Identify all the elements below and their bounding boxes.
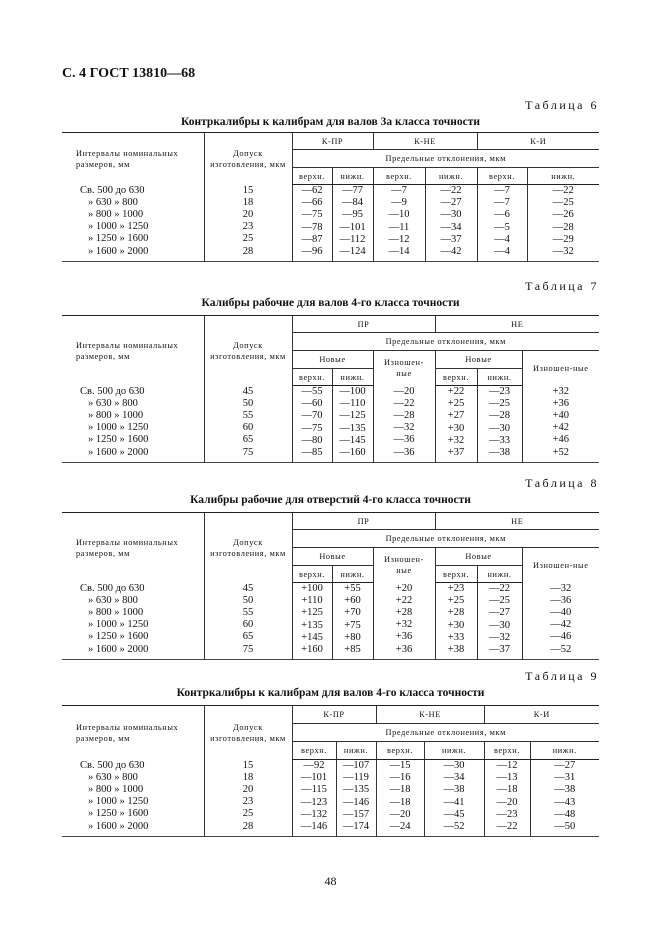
data-column: [424, 760, 484, 837]
table-label: Таблица 7: [525, 279, 599, 293]
col-verh: верхн.: [292, 369, 332, 386]
cell: —107: [342, 760, 370, 771]
interval-cell: » 1250 » 1600: [88, 434, 149, 446]
cell: —7: [494, 185, 510, 196]
tolerance-header: Допуск изготовления, мкм: [204, 316, 292, 386]
data-column: [336, 760, 376, 837]
cell: —14: [388, 246, 410, 258]
cell: 75: [242, 446, 254, 458]
data-column: [204, 583, 292, 660]
interval-cell: » 630 » 800: [88, 594, 138, 606]
interval-cell: » 800 » 1000: [88, 409, 144, 421]
cell: —46: [550, 631, 572, 643]
cell: —5: [494, 221, 510, 233]
cell: —22: [489, 583, 511, 594]
cell: —146: [342, 796, 370, 808]
cell: +110: [301, 595, 323, 607]
tolerance-header: Допуск изготовления, мкм: [204, 513, 292, 583]
cell: —96: [301, 246, 323, 258]
deviations-header: Предельные отклонения, мкм: [292, 150, 599, 168]
cell: —25: [489, 595, 511, 607]
cell: 65: [242, 631, 254, 643]
table-label: Таблица 9: [525, 669, 599, 683]
cell: 50: [242, 397, 254, 409]
new-header: Новые: [292, 548, 373, 566]
data-column: [527, 185, 599, 262]
cell: —100: [339, 386, 366, 397]
interval-cell: » 630 » 800: [88, 397, 138, 409]
cell: —60: [301, 398, 323, 410]
interval-header: Интервалы номинальных размеров, мм: [62, 513, 204, 583]
cell: +40: [552, 409, 569, 421]
cell: —92: [303, 760, 325, 771]
table-title: Контркалибры к калибрам для валов 4-го класса точности: [176, 687, 485, 699]
table-8-section: [62, 476, 599, 660]
cell: —52: [550, 643, 572, 655]
cell: —28: [489, 410, 511, 422]
cell: 25: [242, 233, 254, 245]
cell: 75: [242, 643, 254, 655]
cell: 55: [242, 606, 254, 618]
cell: +33: [447, 631, 465, 643]
cell: —132: [300, 808, 328, 820]
cell: —115: [301, 784, 327, 796]
table-data-block: [62, 583, 599, 660]
cell: +27: [447, 410, 465, 422]
data-column: [425, 185, 477, 262]
col-nizh: нижн.: [477, 369, 522, 386]
cell: +100: [301, 583, 323, 594]
cell: —101: [339, 221, 366, 233]
cell: 25: [242, 808, 254, 820]
cell: —75: [301, 209, 323, 221]
col-verh: верхн.: [292, 742, 336, 760]
group-header-k-ne: К-НЕ: [373, 133, 477, 150]
cell: —12: [388, 233, 410, 245]
worn-header: Изношен-ные: [522, 351, 599, 386]
cell: —87: [301, 233, 323, 245]
cell: —23: [489, 386, 511, 397]
cell: —174: [342, 821, 370, 833]
interval-cell: » 1600 » 2000: [88, 643, 149, 655]
cell: —101: [300, 772, 328, 784]
cell: —7: [494, 197, 510, 209]
cell: —28: [552, 221, 574, 233]
data-column: [292, 185, 332, 262]
group-header-pr: ПР: [292, 316, 435, 333]
interval-cell: » 630 » 800: [88, 771, 138, 783]
table-6: [62, 132, 599, 262]
table-9-section: [62, 669, 599, 837]
cell: —32: [393, 422, 415, 434]
cell: —30: [443, 760, 465, 771]
interval-cell: » 1250 » 1600: [88, 233, 149, 245]
cell: —11: [388, 221, 410, 233]
col-nizh: нижн.: [527, 168, 599, 185]
cell: +30: [447, 619, 465, 631]
cell: —15: [389, 760, 411, 771]
cell: —22: [552, 185, 574, 196]
interval-cell: » 1600 » 2000: [88, 245, 149, 257]
col-verh: верхн.: [376, 742, 424, 760]
cell: 28: [242, 245, 254, 257]
table-9: [62, 705, 599, 837]
cell: —4: [494, 233, 510, 245]
cell: 60: [242, 422, 254, 434]
cell: —20: [393, 385, 415, 397]
table-label: Таблица 6: [525, 98, 599, 112]
cell: —13: [496, 772, 518, 784]
worn-header: Изношен-ные: [373, 548, 435, 583]
cell: —112: [339, 233, 366, 245]
page-header: С. 4 ГОСТ 13810—68: [62, 66, 196, 81]
cell: —36: [393, 446, 415, 458]
cell: —66: [301, 197, 323, 209]
new-header: Новые: [435, 351, 522, 369]
cell: —32: [552, 246, 574, 258]
cell: —18: [389, 796, 411, 808]
cell: —41: [443, 796, 465, 808]
new-header: Новые: [435, 548, 522, 566]
cell: +42: [552, 422, 569, 434]
cell: —30: [489, 422, 511, 434]
table-title: Калибры рабочие для валов 4-го класса точности: [201, 297, 460, 309]
data-column: [484, 760, 530, 837]
cell: +145: [301, 631, 323, 643]
group-header-k-pr: К-ПР: [292, 706, 376, 724]
group-header-pr: ПР: [292, 513, 435, 530]
cell: +36: [552, 397, 569, 409]
group-header-k-i: К-И: [484, 706, 599, 724]
col-verh: верхн.: [292, 168, 332, 185]
group-header-ne: НЕ: [435, 513, 599, 530]
cell: —62: [301, 185, 323, 196]
cell: —22: [440, 185, 462, 196]
interval-cell: » 630 » 800: [88, 196, 138, 208]
cell: 20: [242, 208, 254, 220]
cell: —146: [300, 821, 328, 833]
cell: —45: [443, 808, 465, 820]
data-column: [373, 185, 425, 262]
cell: —18: [389, 784, 411, 796]
group-header-k-pr: К-ПР: [292, 133, 373, 150]
cell: +52: [552, 446, 569, 458]
cell: —42: [550, 619, 572, 631]
cell: +36: [395, 631, 413, 643]
col-nizh: нижн.: [332, 566, 373, 583]
cell: +22: [447, 386, 465, 397]
table-title: Калибры рабочие для отверстий 4-го класса точности: [190, 494, 471, 506]
cell: +28: [395, 606, 413, 618]
cell: —29: [552, 233, 574, 245]
interval-cell: Св. 500 до 630: [80, 385, 145, 397]
data-column: [522, 386, 599, 463]
table-7: [62, 315, 599, 463]
col-verh: верхн.: [292, 566, 332, 583]
cell: 45: [242, 385, 254, 397]
cell: —25: [489, 398, 511, 410]
data-column: [204, 386, 292, 463]
cell: —25: [552, 197, 574, 209]
interval-column: [62, 760, 204, 837]
cell: +32: [447, 434, 465, 446]
data-column: [332, 185, 373, 262]
cell: +32: [395, 619, 413, 631]
cell: +23: [447, 583, 465, 594]
cell: —30: [440, 209, 462, 221]
data-column: [522, 583, 599, 660]
cell: —70: [301, 410, 323, 422]
cell: —48: [554, 808, 576, 820]
cell: 65: [242, 434, 254, 446]
worn-header: Изношен-ные: [373, 351, 435, 386]
cell: —31: [554, 772, 576, 784]
cell: —27: [489, 607, 511, 619]
cell: —37: [489, 644, 511, 656]
cell: +22: [395, 594, 413, 606]
interval-cell: Св. 500 до 630: [80, 184, 145, 196]
cell: +125: [301, 607, 323, 619]
cell: —24: [389, 821, 411, 833]
group-header-k-i: К-И: [477, 133, 599, 150]
cell: —27: [554, 760, 576, 771]
cell: +80: [344, 631, 361, 643]
data-column: [204, 185, 292, 262]
cell: —32: [550, 582, 572, 594]
table-data-block: [62, 185, 599, 262]
cell: 18: [242, 196, 254, 208]
cell: —145: [339, 434, 366, 446]
cell: —20: [496, 796, 518, 808]
deviations-header: Предельные отклонения, мкм: [292, 530, 599, 548]
cell: —23: [496, 808, 518, 820]
cell: +55: [344, 583, 361, 594]
cell: —30: [489, 619, 511, 631]
cell: +30: [447, 422, 465, 434]
interval-cell: » 1000 » 1250: [88, 221, 149, 233]
table-title: Контркалибры к калибрам для валов 3а класса точности: [181, 116, 480, 128]
cell: —157: [342, 808, 370, 820]
cell: +36: [395, 643, 413, 655]
col-nizh: нижн.: [477, 566, 522, 583]
cell: —160: [339, 447, 366, 459]
cell: —28: [393, 409, 415, 421]
cell: —42: [440, 246, 462, 258]
interval-cell: » 800 » 1000: [88, 783, 144, 795]
cell: +70: [344, 607, 361, 619]
cell: +60: [344, 595, 361, 607]
interval-column: [62, 185, 204, 262]
interval-column: [62, 583, 204, 660]
cell: 60: [242, 619, 254, 631]
cell: —10: [388, 209, 410, 221]
table-7-section: [62, 279, 599, 463]
col-nizh: нижн.: [332, 168, 373, 185]
new-header: Новые: [292, 351, 373, 369]
cell: —9: [391, 197, 407, 209]
cell: —40: [550, 606, 572, 618]
cell: +37: [447, 447, 465, 459]
interval-cell: Св. 500 до 630: [80, 759, 145, 771]
data-column: [530, 760, 599, 837]
cell: +160: [301, 644, 323, 656]
cell: —110: [339, 398, 366, 410]
cell: —50: [554, 821, 576, 833]
cell: —78: [301, 221, 323, 233]
cell: —18: [496, 784, 518, 796]
worn-header: Изношен-ные: [522, 548, 599, 583]
cell: +25: [447, 398, 465, 410]
cell: +28: [447, 607, 465, 619]
cell: +25: [447, 595, 465, 607]
cell: —77: [342, 185, 363, 196]
tolerance-header: Допуск изготовления, мкм: [204, 133, 292, 185]
cell: —4: [494, 246, 510, 258]
col-verh: верхн.: [484, 742, 530, 760]
cell: —32: [489, 631, 511, 643]
cell: —135: [342, 784, 370, 796]
group-header-ne: НЕ: [435, 316, 599, 333]
cell: —125: [339, 410, 366, 422]
cell: —37: [440, 233, 462, 245]
cell: +20: [395, 582, 413, 594]
cell: 20: [242, 783, 254, 795]
cell: —119: [343, 772, 369, 784]
cell: —34: [440, 221, 462, 233]
cell: —38: [554, 784, 576, 796]
cell: 15: [242, 184, 254, 196]
col-verh: верхн.: [435, 369, 477, 386]
table-6-section: [62, 98, 599, 262]
tolerance-header: Допуск изготовления, мкм: [204, 706, 292, 760]
data-column: [376, 760, 424, 837]
cell: —6: [494, 209, 510, 221]
cell: 45: [242, 582, 254, 594]
data-column: [435, 583, 477, 660]
page-number: 48: [324, 874, 337, 888]
data-column: [204, 760, 292, 837]
cell: —22: [496, 821, 518, 833]
data-column: [477, 185, 527, 262]
cell: +46: [552, 434, 569, 446]
cell: —95: [342, 209, 363, 221]
deviations-header: Предельные отклонения, мкм: [292, 333, 599, 351]
cell: —16: [389, 772, 411, 784]
cell: —36: [393, 434, 415, 446]
cell: +85: [344, 644, 361, 656]
data-column: [373, 583, 435, 660]
cell: —12: [496, 760, 518, 771]
cell: —85: [301, 447, 323, 459]
table-data-block: [62, 760, 599, 837]
data-column: [332, 386, 373, 463]
cell: —7: [391, 185, 407, 196]
deviations-header: Предельные отклонения, мкм: [292, 724, 599, 742]
cell: —135: [339, 422, 366, 434]
col-nizh: нижн.: [336, 742, 376, 760]
col-nizh: нижн.: [424, 742, 484, 760]
data-column: [373, 386, 435, 463]
cell: —123: [300, 796, 328, 808]
cell: —20: [389, 808, 411, 820]
interval-cell: » 1600 » 2000: [88, 446, 149, 458]
col-verh: верхн.: [435, 566, 477, 583]
data-column: [332, 583, 373, 660]
cell: —43: [554, 796, 576, 808]
interval-header: Интервалы номинальных размеров, мм: [62, 706, 204, 760]
cell: 28: [242, 820, 254, 832]
interval-cell: » 1600 » 2000: [88, 820, 149, 832]
col-nizh: нижн.: [425, 168, 477, 185]
cell: —80: [301, 434, 323, 446]
table-label: Таблица 8: [525, 476, 599, 490]
cell: —124: [339, 246, 366, 258]
cell: 15: [242, 759, 254, 771]
cell: —38: [489, 447, 511, 459]
cell: —27: [440, 197, 462, 209]
cell: —33: [489, 434, 511, 446]
interval-cell: » 1250 » 1600: [88, 808, 149, 820]
cell: 23: [242, 796, 254, 808]
data-column: [292, 760, 336, 837]
col-nizh: нижн.: [530, 742, 599, 760]
data-column: [292, 583, 332, 660]
cell: +135: [301, 619, 323, 631]
interval-header: Интервалы номинальных размеров, мм: [62, 133, 204, 185]
cell: 50: [242, 594, 254, 606]
cell: —55: [301, 386, 323, 397]
data-column: [435, 386, 477, 463]
interval-cell: » 1000 » 1250: [88, 619, 149, 631]
col-verh: верхн.: [477, 168, 527, 185]
group-header-k-ne: К-НЕ: [376, 706, 484, 724]
interval-cell: » 800 » 1000: [88, 208, 144, 220]
cell: —34: [443, 772, 465, 784]
data-column: [477, 583, 522, 660]
cell: —75: [301, 422, 323, 434]
data-column: [477, 386, 522, 463]
interval-cell: Св. 500 до 630: [80, 582, 145, 594]
data-column: [292, 386, 332, 463]
table-8: [62, 512, 599, 660]
interval-cell: » 800 » 1000: [88, 606, 144, 618]
table-data-block: [62, 386, 599, 463]
interval-column: [62, 386, 204, 463]
cell: 55: [242, 409, 254, 421]
col-nizh: нижн.: [332, 369, 373, 386]
interval-cell: » 1250 » 1600: [88, 631, 149, 643]
cell: —22: [393, 397, 415, 409]
cell: —84: [342, 197, 363, 209]
cell: —36: [550, 594, 572, 606]
interval-cell: » 1000 » 1250: [88, 422, 149, 434]
cell: —26: [552, 209, 574, 221]
cell: —38: [443, 784, 465, 796]
interval-cell: » 1000 » 1250: [88, 796, 149, 808]
col-verh: верхн.: [373, 168, 425, 185]
interval-header: Интервалы номинальных размеров, мм: [62, 316, 204, 386]
cell: +32: [552, 385, 569, 397]
cell: —52: [443, 821, 465, 833]
cell: +38: [447, 644, 465, 656]
cell: 23: [242, 221, 254, 233]
cell: +75: [344, 619, 361, 631]
cell: 18: [242, 771, 254, 783]
